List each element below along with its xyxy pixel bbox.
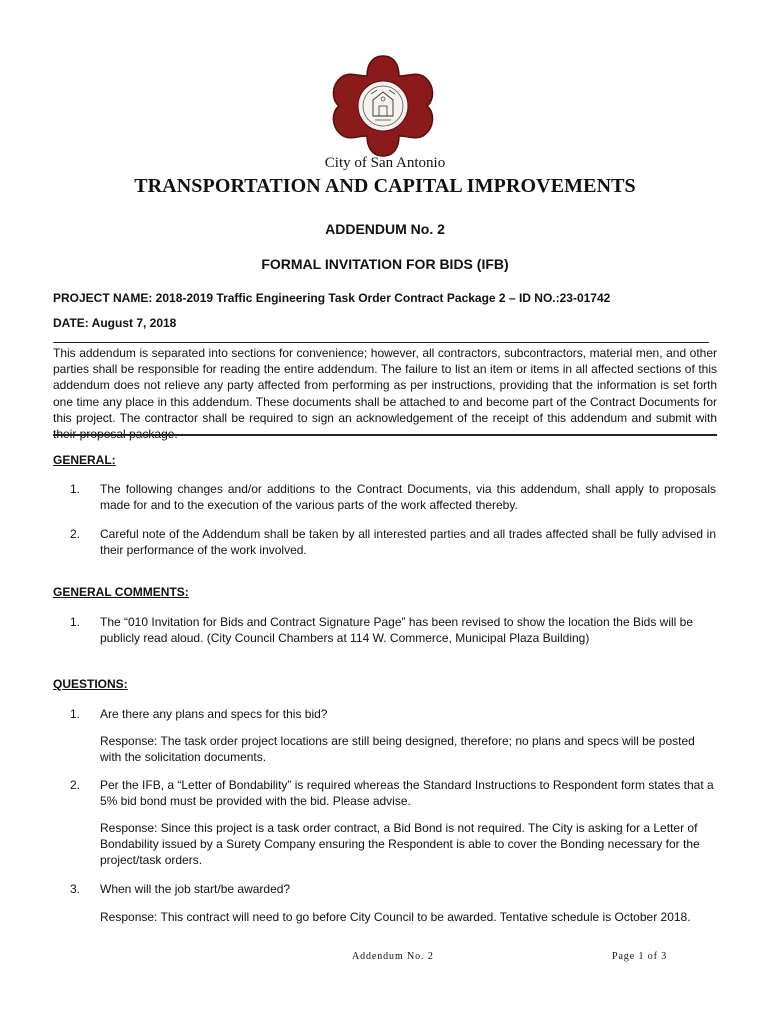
response-text: Response: The task order project locations are still being designed, therefore; no plans and specs will be posted with the solicitation documents. xyxy=(100,734,695,765)
general-item xyxy=(70,526,716,558)
item-text: The following changes and/or additions to the Contract Documents, via this addendum, shall apply to proposals made for and to the execution of the various parts of the work affected thereby. xyxy=(100,482,716,513)
question-text: When will the job start/be awarded? xyxy=(100,882,291,896)
item-text: The “010 Invitation for Bids and Contract Signature Page” has been revised to show the location the Bids will be publicly read aloud. (City Council Chambers at 114 W. Commerce, Municipal Plaza Building) xyxy=(100,615,694,646)
item-number: 2. xyxy=(70,778,81,792)
city-seal-logo xyxy=(329,54,437,158)
response-text: Response: This contract will need to go before City Council to be awarded. Tentative schedule is October 2018. xyxy=(100,910,691,924)
item-number: 1. xyxy=(70,482,81,496)
general-heading: GENERAL: xyxy=(53,453,116,467)
general-comment-item xyxy=(70,614,716,646)
intro-paragraph: This addendum is separated into sections for convenience; however, all contractors, subcontractors, material men, and other parties shall be responsible for reading the entire addendum. The failure to list an item or items in all affected sections of this addendum does not relieve any party affected from performing as per instructions, providing that the information is set forth one time any place in this addendum. These documents shall be attached to and become part of the Contract Documents for this project. The contractor shall be required to sign an acknowledgement of the receipt of this addendum and submit with their proposal package. xyxy=(53,346,717,442)
footer-page-number: Page 1 of 3 xyxy=(612,951,668,962)
question-item xyxy=(70,706,716,722)
general-comments-heading: GENERAL COMMENTS: xyxy=(53,585,189,599)
project-name: PROJECT NAME: 2018-2019 Traffic Engineering Task Order Contract Package 2 – ID NO.:23-01742 xyxy=(53,291,611,305)
city-name: City of San Antonio xyxy=(324,155,446,171)
item-number: 1. xyxy=(70,615,81,629)
item-text: Careful note of the Addendum shall be taken by all interested parties and all trades affected shall be fully advised in their performance of the work involved. xyxy=(100,527,716,558)
item-number: 3. xyxy=(70,882,81,896)
divider-thick xyxy=(53,434,717,436)
project-date: DATE: August 7, 2018 xyxy=(53,316,177,330)
addendum-title: ADDENDUM No. 2 xyxy=(325,221,445,237)
item-number: 2. xyxy=(70,527,81,541)
questions-heading: QUESTIONS: xyxy=(53,677,128,691)
question-text: Are there any plans and specs for this bid? xyxy=(100,707,328,721)
question-item xyxy=(70,777,716,809)
general-item xyxy=(70,481,716,513)
footer-addendum-label: Addendum No. 2 xyxy=(352,951,434,962)
divider-thin xyxy=(53,342,709,343)
department-title: TRANSPORTATION AND CAPITAL IMPROVEMENTS xyxy=(134,175,636,197)
item-number: 1. xyxy=(70,707,81,721)
formal-title: FORMAL INVITATION FOR BIDS (IFB) xyxy=(261,256,509,272)
question-item xyxy=(70,881,716,897)
response-text: Response: Since this project is a task order contract, a Bid Bond is not required. The City is asking for a Letter of Bondability issued by a Surety Company ensuring the Respondent is able to cover the Bonding necessary for the project/task orders. xyxy=(100,821,700,868)
question-text: Per the IFB, a “Letter of Bondability” is required whereas the Standard Instructions to Respondent form states that a 5% bid bond must be provided with the bid. Please advise. xyxy=(100,778,714,809)
